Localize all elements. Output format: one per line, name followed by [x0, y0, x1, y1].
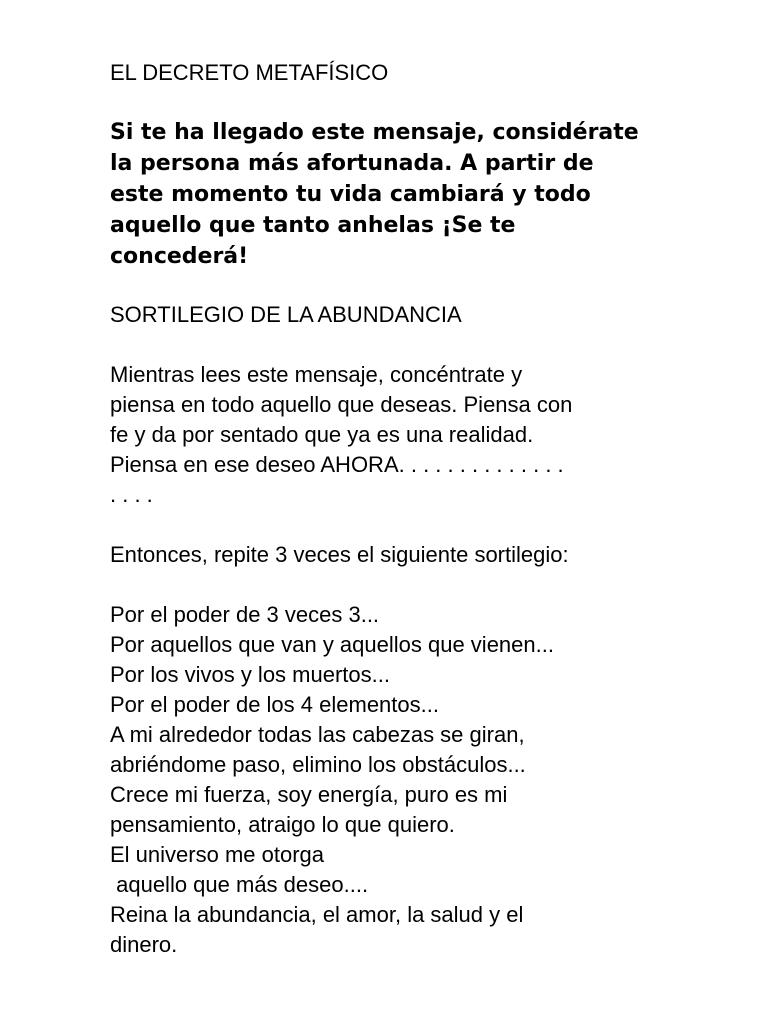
- spell-line: El universo me otorga: [110, 842, 324, 867]
- document-page: [110, 58, 670, 960]
- intro-line: este momento tu vida cambiará y todo: [110, 182, 591, 207]
- spell-line: abriéndome paso, elimino los obstáculos...: [110, 752, 526, 777]
- spell-line: Reina la abundancia, el amor, la salud y el: [110, 902, 524, 927]
- spell-line: Por el poder de 3 veces 3...: [110, 602, 380, 627]
- spell-line: Por aquellos que van y aquellos que vienen...: [110, 632, 554, 657]
- paragraph-line: piensa en todo aquello que deseas. Piensa con: [110, 392, 573, 417]
- spell-line: Por el poder de los 4 elementos...: [110, 692, 439, 717]
- paragraph-concentrate: [110, 360, 670, 510]
- paragraph-line: fe y da por sentado que ya es una realidad.: [110, 422, 534, 447]
- spell-line: A mi alrededor todas las cabezas se giran,: [110, 722, 525, 747]
- spell-line: Por los vivos y los muertos...: [110, 662, 390, 687]
- spell-line: aquello que más deseo....: [110, 872, 369, 897]
- paragraph-line: . . . .: [110, 482, 153, 507]
- intro-line: aquello que tanto anhelas ¡Se te: [110, 213, 516, 238]
- paragraph-line: Piensa en ese deseo AHORA. . . . . . . . . . . . . .: [110, 452, 564, 477]
- intro-line: concederá!: [110, 244, 249, 269]
- spell-line: Crece mi fuerza, soy energía, puro es mi: [110, 782, 508, 807]
- section-title: SORTILEGIO DE LA ABUNDANCIA: [110, 302, 462, 327]
- spell-line: pensamiento, atraigo lo que quiero.: [110, 812, 455, 837]
- paragraph-line: Mientras lees este mensaje, concéntrate y: [110, 362, 523, 387]
- intro-line: Si te ha llegado este mensaje, considérate: [110, 120, 639, 145]
- intro-paragraph: [110, 117, 670, 272]
- spell-line: dinero.: [110, 932, 178, 957]
- paragraph-repeat: [110, 540, 670, 570]
- document-title: EL DECRETO METAFÍSICO: [110, 60, 389, 85]
- paragraph-line: Entonces, repite 3 veces el siguiente sortilegio:: [110, 542, 569, 567]
- intro-line: la persona más afortunada. A partir de: [110, 151, 594, 176]
- spell-text: [110, 600, 670, 960]
